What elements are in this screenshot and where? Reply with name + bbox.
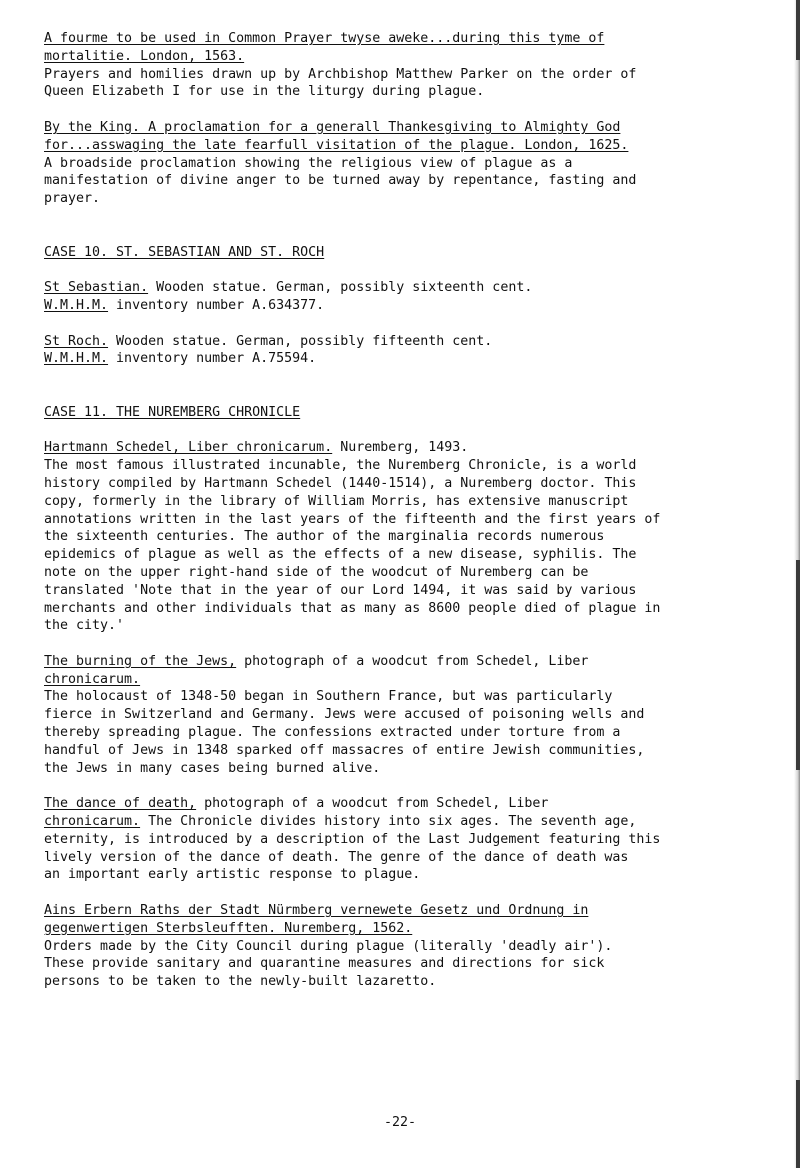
entry-title-line: Ains Erbern Raths der Stadt Nürmberg vernewete Gesetz und Ordnung in — [44, 903, 589, 919]
entry-title: W.M.H.M. — [44, 297, 109, 313]
entry-line — [44, 279, 764, 297]
entry-st-roch — [44, 333, 764, 369]
entry-body-line: an important early artistic response to plague. — [44, 867, 421, 883]
entry-body-line: lively version of the dance of death. The genre of the dance of death was — [44, 849, 629, 865]
entry-body-line: the sixteenth centuries. The author of the marginalia records numerous — [44, 529, 605, 545]
entry-imprint: Nuremberg, 1493. — [332, 440, 469, 456]
entry-line — [44, 653, 764, 671]
entry-fourme — [44, 30, 764, 101]
entry-title-line: for...asswaging the late fearfull visitation of the plague. London, 1625. — [44, 137, 629, 153]
entry-body-line: manifestation of divine anger to be turned away by repentance, fasting and — [44, 173, 637, 189]
page-edge-mark — [796, 1080, 800, 1168]
entry-line — [44, 671, 764, 689]
entry-body-line: eternity, is introduced by a description of the Last Judgement featuring this — [44, 831, 661, 847]
entry-body-line: note on the upper right-hand side of the woodcut of Nuremberg can be — [44, 564, 589, 580]
entry-title: St Roch. — [44, 333, 109, 349]
entry-dance-of-death — [44, 795, 764, 884]
entry-inventory: inventory number A.75594. — [108, 351, 317, 367]
entry-line — [44, 439, 764, 457]
page-edge-mark — [796, 0, 800, 60]
entry-description: Wooden statue. German, possibly sixteenth cent. — [148, 280, 533, 296]
entry-body-text: The Chronicle divides history into six ages. The seventh age, — [140, 814, 637, 830]
entry-body-line: Orders made by the City Council during plague (literally 'deadly air'). — [44, 938, 613, 954]
entry-title: W.M.H.M. — [44, 351, 109, 367]
entry-line — [44, 813, 764, 831]
entry-line — [44, 350, 764, 368]
entry-inventory: inventory number A.634377. — [108, 297, 325, 313]
entry-body-line: translated 'Note that in the year of our Lord 1494, it was said by various — [44, 582, 637, 598]
entry-body-line: These provide sanitary and quarantine measures and directions for sick — [44, 956, 605, 972]
entry-description: photograph of a woodcut from Schedel, Liber — [196, 796, 549, 812]
entry-body-line: thereby spreading plague. The confessions extracted under torture from a — [44, 725, 621, 741]
entry-line — [44, 333, 764, 351]
entry-body-line: prayer. — [44, 191, 101, 207]
entry-body-line: The most famous illustrated incunable, the Nuremberg Chronicle, is a world — [44, 458, 637, 474]
entry-body-line: The holocaust of 1348-50 began in Southern France, but was particularly — [44, 689, 613, 705]
case-10-heading: CASE 10. ST. SEBASTIAN AND ST. ROCH — [44, 244, 325, 260]
entry-body-line: persons to be taken to the newly-built lazaretto. — [44, 974, 437, 990]
entry-body-line: the city.' — [44, 618, 125, 634]
entry-body-line: copy, formerly in the library of William Morris, has extensive manuscript — [44, 493, 629, 509]
entry-body-line: Queen Elizabeth I for use in the liturgy during plague. — [44, 84, 485, 100]
entry-description: photograph of a woodcut from Schedel, Liber — [236, 653, 589, 669]
entry-title: Hartmann Schedel, Liber chronicarum. — [44, 440, 333, 456]
case-11-heading: CASE 11. THE NUREMBERG CHRONICLE — [44, 404, 301, 420]
entry-description: Wooden statue. German, possibly fifteenth cent. — [108, 333, 493, 349]
entry-title-line: gegenwertigen Sterbsleufften. Nuremberg, 1562. — [44, 920, 413, 936]
entry-body-line: epidemics of plague as well as the effects of a new disease, syphilis. The — [44, 547, 637, 563]
entry-body-line: merchants and other individuals that as many as 8600 people died of plague in — [44, 600, 661, 616]
entry-body-line: annotations written in the last years of the fifteenth and the first years of — [44, 511, 661, 527]
entry-title-line: A fourme to be used in Common Prayer twyse aweke...during this tyme of — [44, 31, 605, 46]
page-number: -22- — [383, 1115, 417, 1130]
entry-title-line: mortalitie. London, 1563. — [44, 48, 245, 64]
entry-body-line: handful of Jews in 1348 sparked off massacres of entire Jewish communities, — [44, 742, 645, 758]
entry-title: The burning of the Jews, — [44, 653, 237, 669]
entry-title-line: By the King. A proclamation for a generall Thankesgiving to Almighty God — [44, 119, 621, 135]
entry-body-line: fierce in Switzerland and Germany. Jews were accused of poisoning wells and — [44, 707, 645, 723]
entry-title: The dance of death, — [44, 796, 197, 812]
entry-title: chronicarum. — [44, 671, 141, 687]
entry-burning-of-the-jews — [44, 653, 764, 778]
entry-body-line: the Jews in many cases being burned alive. — [44, 760, 381, 776]
document-page — [44, 30, 764, 1009]
entry-body-line: Prayers and homilies drawn up by Archbishop Matthew Parker on the order of — [44, 66, 637, 82]
entry-title: chronicarum. — [44, 814, 141, 830]
page-edge-mark — [796, 560, 800, 770]
entry-body-line: history compiled by Hartmann Schedel (1440-1514), a Nuremberg doctor. This — [44, 475, 637, 491]
entry-body-line: A broadside proclamation showing the religious view of plague as a — [44, 155, 573, 171]
entry-nuremberg-chronicle — [44, 439, 764, 635]
entry-title: St Sebastian. — [44, 280, 149, 296]
entry-line — [44, 795, 764, 813]
entry-line — [44, 297, 764, 315]
entry-proclamation — [44, 119, 764, 208]
entry-st-sebastian — [44, 279, 764, 315]
entry-ains-erbern-raths — [44, 902, 764, 991]
